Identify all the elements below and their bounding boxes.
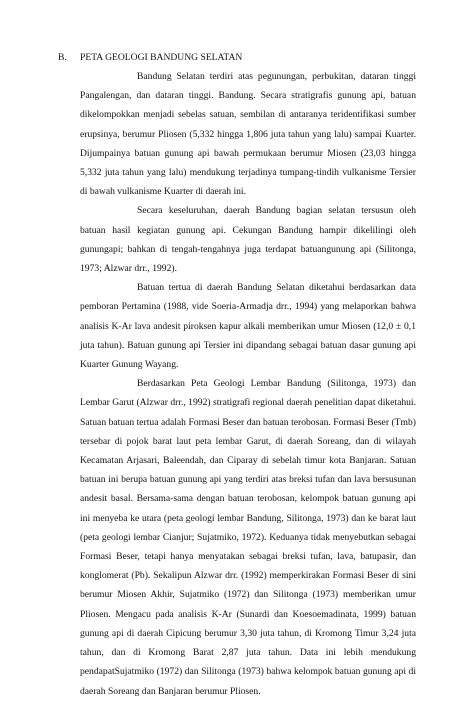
paragraph: Secara keseluruhan, daerah Bandung bagian selatan tersusun oleh batuan hasil kegiatan gunung api. Cekungan Bandung hampir dikelilingi oleh gunungapi; bahkan di tengah-tengahnya juga terdapat batuangunung api (Silitonga, 1973; Alzwar drr., 1992).: [80, 205, 416, 275]
paragraph: Bandung Selatan terdiri atas pegunungan, perbukitan, dataran tinggi Pangalengan, dan dataran tinggi. Bandung. Secara stratigrafis gunung api, batuan dikelompokkan menjadi sebelas satuan, sembilan di antaranya teridentifikasi sumber erupsinya, berumur Pliosen (5,332 hingga 1,806 juta tahun yang lalu) sampai Kuarter. Dijumpainya batuan gunung api bawah permukaan berumur Miosen (23,03 hingga 5,332 juta tahun yang lalu) mendukung terjadinya tumpang-tindih vulkanisme Tersier di bawah vulkanisme Kuarter di daerah ini.: [80, 71, 416, 198]
paragraph: Batuan tertua di daerah Bandung Selatan diketahui berdasarkan data pemboran Pertamina (1988, vide Soeria-Armadja drr., 1994) yang melaporkan bahwa analisis K-Ar lava andesit piroksen kapur alkali memberikan umur Miosen (12,0 ± 0,1 juta tahun). Batuan gunung api Tersier ini dipandang sebagai batuan dasar gunung api Kuarter Gunung Wayang.: [80, 282, 416, 371]
section-number: B.: [58, 52, 67, 63]
paragraph: Berdasarkan Peta Geologi Lembar Bandung (Silitonga, 1973) dan Lembar Garut (Alzwar drr., 1992) stratigrafi regional daerah penelitian dapat diketahui. Satuan batuan tertua adalah Formasi Beser dan batuan terobosan. Formasi Beser (Tmb) tersebar di pojok barat laut peta lembar Garut, di daerah Soreang, dan di wilayah Kecamatan Arjasari, Baleendah, dan Ciparay di sebelah timur kota Banjaran. Satuan batuan ini berupa batuan gunung api yang terdiri atas breksi tufan dan lava bersusunan andesit basal. Bersama-sama dengan batuan terobosan, kelompok batuan gunung api ini menyeba ke utara (peta geologi lembar Bandung, Silitonga, 1973) dan ke barat laut (peta geologi lembar Cianjur; Sujatmiko, 1972). Keduanya tidak menyebutkan sebagai Formasi Beser, tetapi hanya menyatakan sebagai breksi tufan, lava, batupasir, dan konglomerat (Pb). Sekalipun Alzwar drr. (1992) memperkirakan Formasi Beser di sini berumur Miosen Akhir, Sujatmiko (1972) dan Silitonga (1973) memberikan umur Pliosen. Mengacu pada analisis K-Ar (Sunardi dan Koesoemadinata, 1999) batuan gunung api di daerah Cipicung berumur 3,30 juta tahun, di Kromong Timur 3,24 juta tahun, dan di Kromong Barat 2,87 juta tahun. Data ini lebih mendukung pendapatSujatmiko (1972) dan Silitonga (1973) bahwa kelompok batuan gunung api di daerah Soreang dan Banjaran berumur Pliosen.: [80, 378, 416, 697]
section-title: PETA GEOLOGI BANDUNG SELATAN: [80, 52, 243, 63]
section-heading: [58, 50, 416, 65]
